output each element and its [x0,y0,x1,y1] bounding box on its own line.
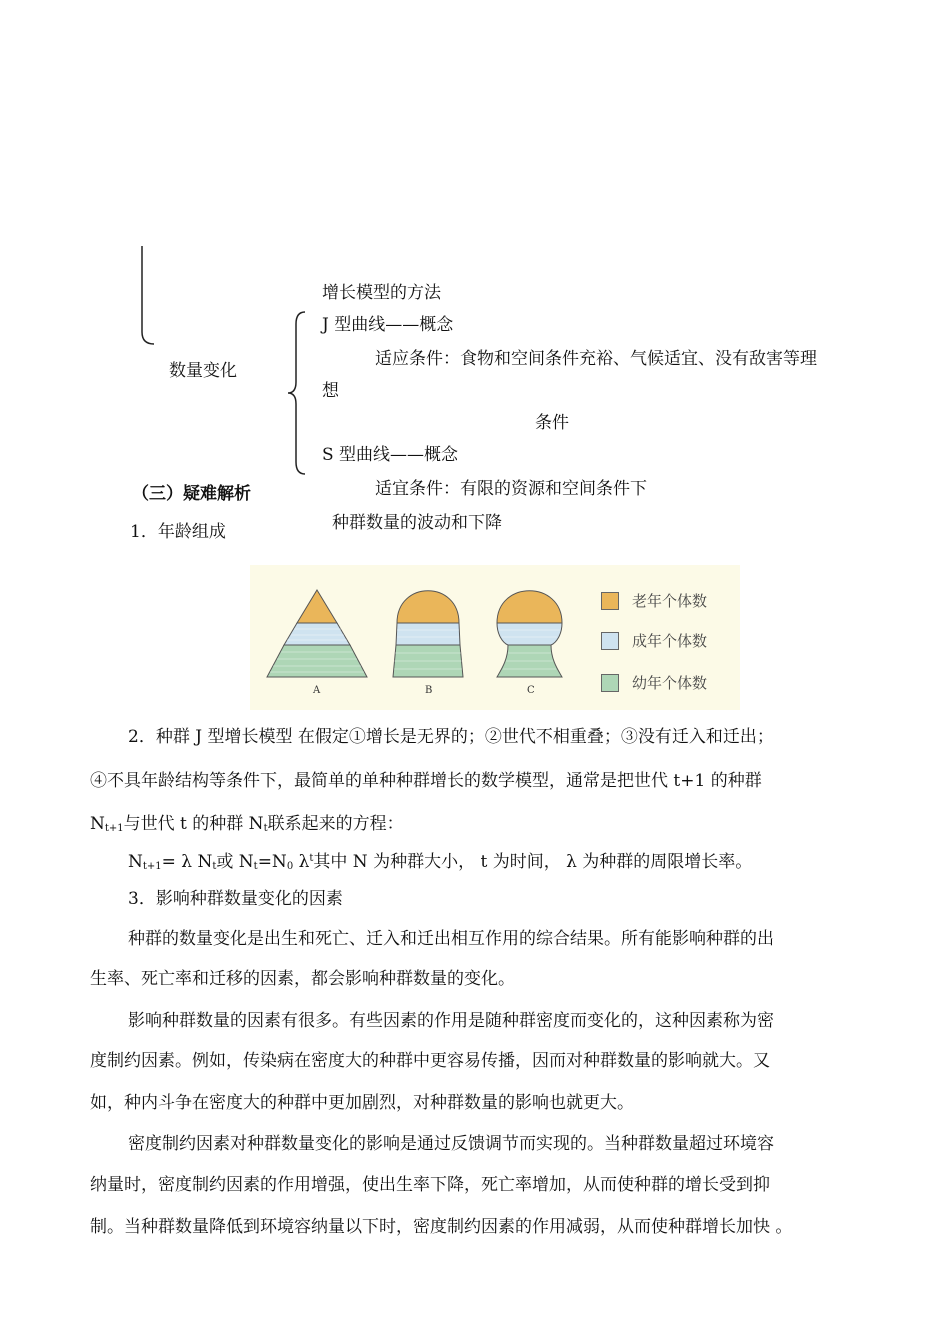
outline-j-condition: 适应条件：食物和空间条件充裕、气候适宜、没有敌害等理 [375,349,817,369]
legend-label-young: 幼年个体数 [632,674,708,692]
item3-p2-line3: 如，种内斗争在密度大的种群中更加剧烈，对种群数量的影响也就更大。 [90,1093,634,1113]
legend-label-adult: 成年个体数 [632,632,708,650]
item3-p3-line3: 制。当种群数量降低到环境容纳量以下时，密度制约因素的作用减弱，从而使种群增长加快 。 [90,1217,793,1237]
outline-curly-brace [285,310,309,476]
legend-label-old: 老年个体数 [632,592,708,610]
item3-p3-line1: 密度制约因素对种群数量变化的影响是通过反馈调节而实现的。当种群数量超过环境容 [128,1134,774,1154]
item3-p1-line1: 种群的数量变化是出生和死亡、迁入和迁出相互作用的综合结果。所有能影响种群的出 [128,929,774,949]
outline-fluctuation: 种群数量的波动和下降 [332,513,502,533]
item3-p2-line2: 度制约因素。例如，传染病在密度大的种群中更容易传播，因而对种群数量的影响就大。又 [90,1051,770,1071]
item2-equation: $N_{t+1}= \lambda$ $N_t$或 $N_t=N_0$ $\lambda^t$其中 N 为种群大小， t 为时间， λ 为种群的周限增长率。 [128,852,753,872]
pyramid-c [497,591,562,677]
legend-swatch-adult [601,632,619,650]
outline-s-curve: S 型曲线——概念 [322,445,459,465]
item1-title: 1．年龄组成 [130,522,226,542]
item3-p3-line2: 纳量时，密度制约因素的作用增强，使出生率下降，死亡率增加，从而使种群的增长受到抑 [90,1175,770,1195]
item2-line2: ④不具年龄结构等条件下，最简单的单种种群增长的数学模型，通常是把世代 t+1 的种群 [90,771,762,791]
pyramid-label-b: B [425,685,433,696]
outline-j-condition-cont: 想 [322,381,339,401]
outline-left-bracket [130,244,160,346]
outline-j-curve: J 型曲线——概念 [322,315,454,335]
section-heading: （三）疑难解析 [132,484,251,504]
item3-title: 3．影响种群数量变化的因素 [128,889,343,909]
legend-swatch-young [601,674,619,692]
item3-p2-line1: 影响种群数量的因素有很多。有些因素的作用是随种群密度而变化的，这种因素称为密 [128,1011,774,1031]
age-structure-figure [250,565,740,710]
outline-s-condition: 适宜条件：有限的资源和空间条件下 [375,479,647,499]
legend-swatch-old [601,592,619,610]
item2-line1: 2．种群 J 型增长模型 在假定①增长是无界的；②世代不相重叠；③没有迁入和迁出； [128,727,774,747]
pyramid-a [267,590,367,677]
outline-j-condition-end: 条件 [535,413,569,433]
outline-parent-label: 数量变化 [169,361,237,381]
pyramid-label-c: C [527,685,535,696]
pyramid-b [393,591,463,677]
item2-line3: $N_{t+1}$与世代 t 的种群 $N_t$联系起来的方程： [90,814,404,834]
pyramid-label-a: A [313,685,321,696]
outline-method: 增长模型的方法 [322,283,441,303]
item3-p1-line2: 生率、死亡率和迁移的因素，都会影响种群数量的变化。 [90,969,515,989]
